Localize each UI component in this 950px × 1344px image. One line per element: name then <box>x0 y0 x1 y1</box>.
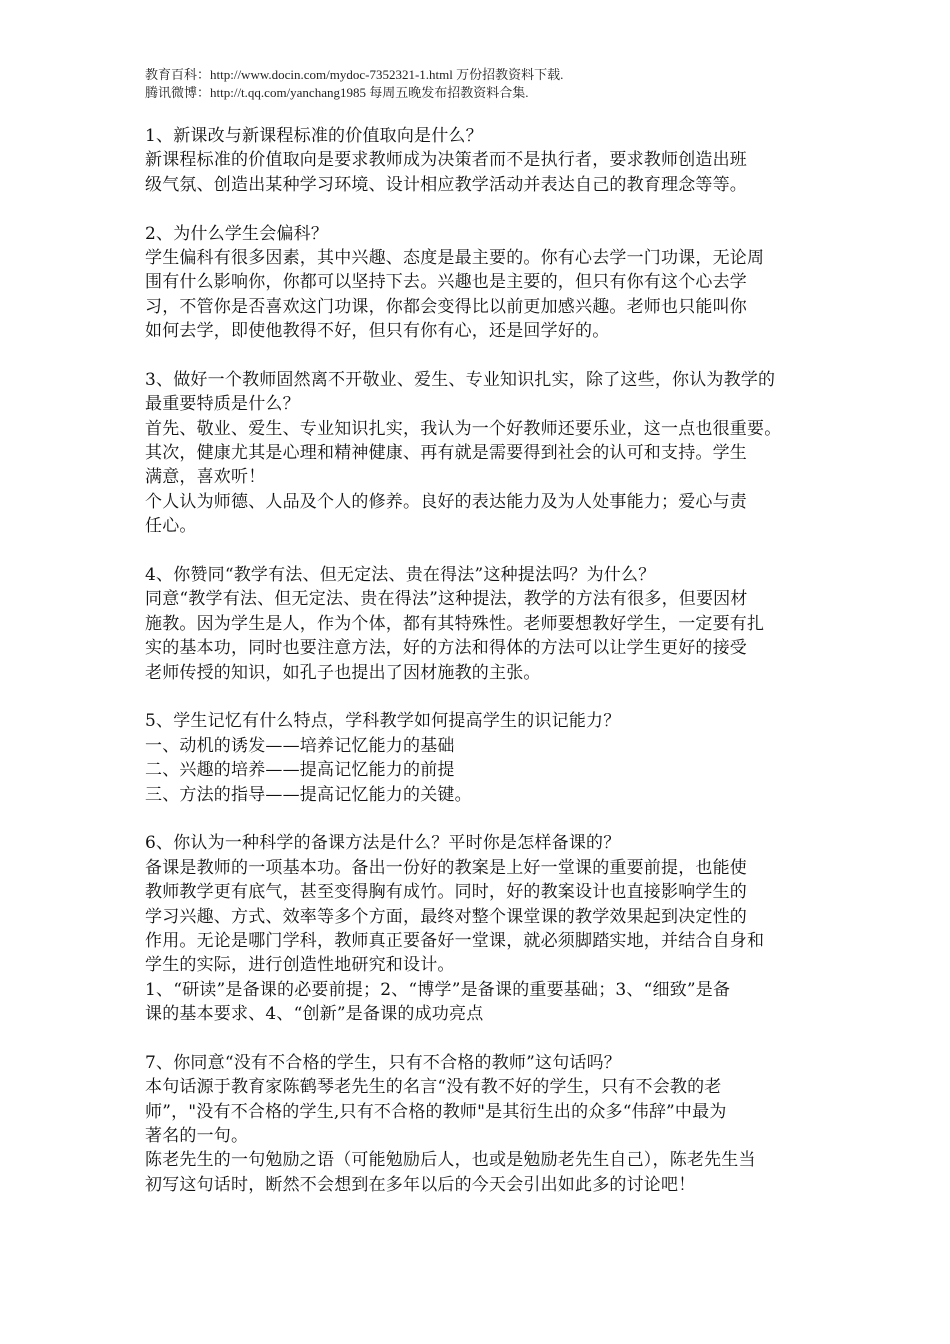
answer-line: 实的基本功，同时也要注意方法，好的方法和得体的方法可以让学生更好的接受 <box>145 638 747 659</box>
question-line: 5、学生记忆有什么特点，学科教学如何提高学生的识记能力？ <box>145 711 621 732</box>
answer-line: 一、动机的诱发——培养记忆能力的基础 <box>145 735 455 756</box>
header-line-weibo: 腾讯微博：http://t.qq.com/yanchang1985 每周五晚发布招教资料合集. <box>145 85 529 100</box>
answer-line: 陈老先生的一句勉励之语（可能勉励后人，也或是勉励老先生自己），陈老先生当 <box>145 1150 756 1171</box>
answer-line: 满意，喜欢听！ <box>145 467 266 488</box>
section-spacer <box>145 197 865 221</box>
answer-line: 本句话源于教育家陈鹤琴老先生的名言“没有教不好的学生，只有不会教的老 <box>145 1077 722 1098</box>
page-header <box>145 66 563 102</box>
question-line: 7、你同意“没有不合格的学生，只有不合格的教师”这句话吗？ <box>145 1052 621 1073</box>
answer-line: 习，不管你是否喜欢这门功课，你都会变得比以前更加感兴趣。老师也只能叫你 <box>145 296 747 317</box>
answer-line: 学生偏科有很多因素，其中兴趣、态度是最主要的。你有心去学一门功课，无论周 <box>145 247 765 268</box>
section-spacer <box>145 807 865 831</box>
answer-line: 老师传授的知识，如孔子也提出了因材施教的主张。 <box>145 662 541 683</box>
answer-line: 首先、敬业、爱生、专业知识扎实，我认为一个好教师还要乐业，这一点也很重要。 <box>145 418 782 439</box>
answer-line: 个人认为师德、人品及个人的修养。良好的表达能力及为人处事能力；爱心与责 <box>145 491 747 512</box>
answer-line: 围有什么影响你，你都可以坚持下去。兴趣也是主要的，但只有你有这个心去学 <box>145 272 747 293</box>
header-line-docin: 教育百科：http://www.docin.com/mydoc-7352321-1.html 万份招教资料下载. <box>145 67 564 82</box>
answer-line: 课的基本要求、4、“创新”是备课的成功亮点 <box>145 1004 484 1025</box>
question-line: 3、做好一个教师固然离不开敬业、爱生、专业知识扎实，除了这些，你认为教学的 <box>145 369 776 390</box>
answer-line: 1、“研读”是备课的必要前提；2、“博学”是备课的重要基础；3、“细致”是备 <box>145 979 731 1000</box>
section-spacer <box>145 344 865 368</box>
section-spacer <box>145 1026 865 1050</box>
answer-line: 著名的一句。 <box>145 1126 249 1147</box>
qa-section-5 <box>145 709 865 807</box>
qa-section-1 <box>145 124 865 197</box>
answer-line: 二、兴趣的培养——提高记忆能力的前提 <box>145 760 455 781</box>
qa-section-2 <box>145 222 865 344</box>
document-body <box>145 124 865 1197</box>
qa-section-4 <box>145 563 865 685</box>
question-line: 1、新课改与新课程标准的价值取向是什么？ <box>145 126 483 146</box>
answer-line: 如何去学，即使他教得不好，但只有你有心，还是回学好的。 <box>145 321 610 342</box>
answer-line: 新课程标准的价值取向是要求教师成为决策者而不是执行者，要求教师创造出班 <box>145 150 747 171</box>
question-line: 4、你赞同“教学有法、但无定法、贵在得法”这种提法吗？为什么？ <box>145 565 656 586</box>
answer-line: 初写这句话时，断然不会想到在多年以后的今天会引出如此多的讨论吧！ <box>145 1174 696 1195</box>
answer-line: 同意“教学有法、但无定法、贵在得法”这种提法，教学的方法有很多，但要因材 <box>145 589 748 610</box>
question-line: 6、你认为一种科学的备课方法是什么？平时你是怎样备课的？ <box>145 833 621 854</box>
question-line: 2、为什么学生会偏科？ <box>145 223 329 244</box>
qa-section-7 <box>145 1051 865 1197</box>
section-spacer <box>145 685 865 709</box>
answer-line: 其次，健康尤其是心理和精神健康、再有就是需要得到社会的认可和支持。学生 <box>145 443 747 464</box>
section-spacer <box>145 539 865 563</box>
answer-line: 级气氛、创造出某种学习环境、设计相应教学活动并表达自己的教育理念等等。 <box>145 174 747 195</box>
answer-line: 作用。无论是哪门学科，教师真正要备好一堂课，就必须脚踏实地，并结合自身和 <box>145 930 765 951</box>
answer-line: 教师教学更有底气，甚至变得胸有成竹。同时，好的教案设计也直接影响学生的 <box>145 882 747 903</box>
answer-line: 师”，"没有不合格的学生,只有不合格的教师"是其衍生出的众多“伟辞”中最为 <box>145 1101 727 1122</box>
answer-line: 学生的实际，进行创造性地研究和设计。 <box>145 955 455 976</box>
qa-section-3 <box>145 368 865 539</box>
answer-line: 备课是教师的一项基本功。备出一份好的教案是上好一堂课的重要前提，也能使 <box>145 857 747 878</box>
answer-line: 任心。 <box>145 516 197 537</box>
qa-section-6 <box>145 831 865 1026</box>
answer-line: 学习兴趣、方式、效率等多个方面，最终对整个课堂课的教学效果起到决定性的 <box>145 906 747 927</box>
answer-line: 三、方法的指导——提高记忆能力的关键。 <box>145 784 472 805</box>
answer-line: 施教。因为学生是人，作为个体，都有其特殊性。老师要想教好学生，一定要有扎 <box>145 613 765 634</box>
answer-line: 最重要特质是什么？ <box>145 394 300 415</box>
